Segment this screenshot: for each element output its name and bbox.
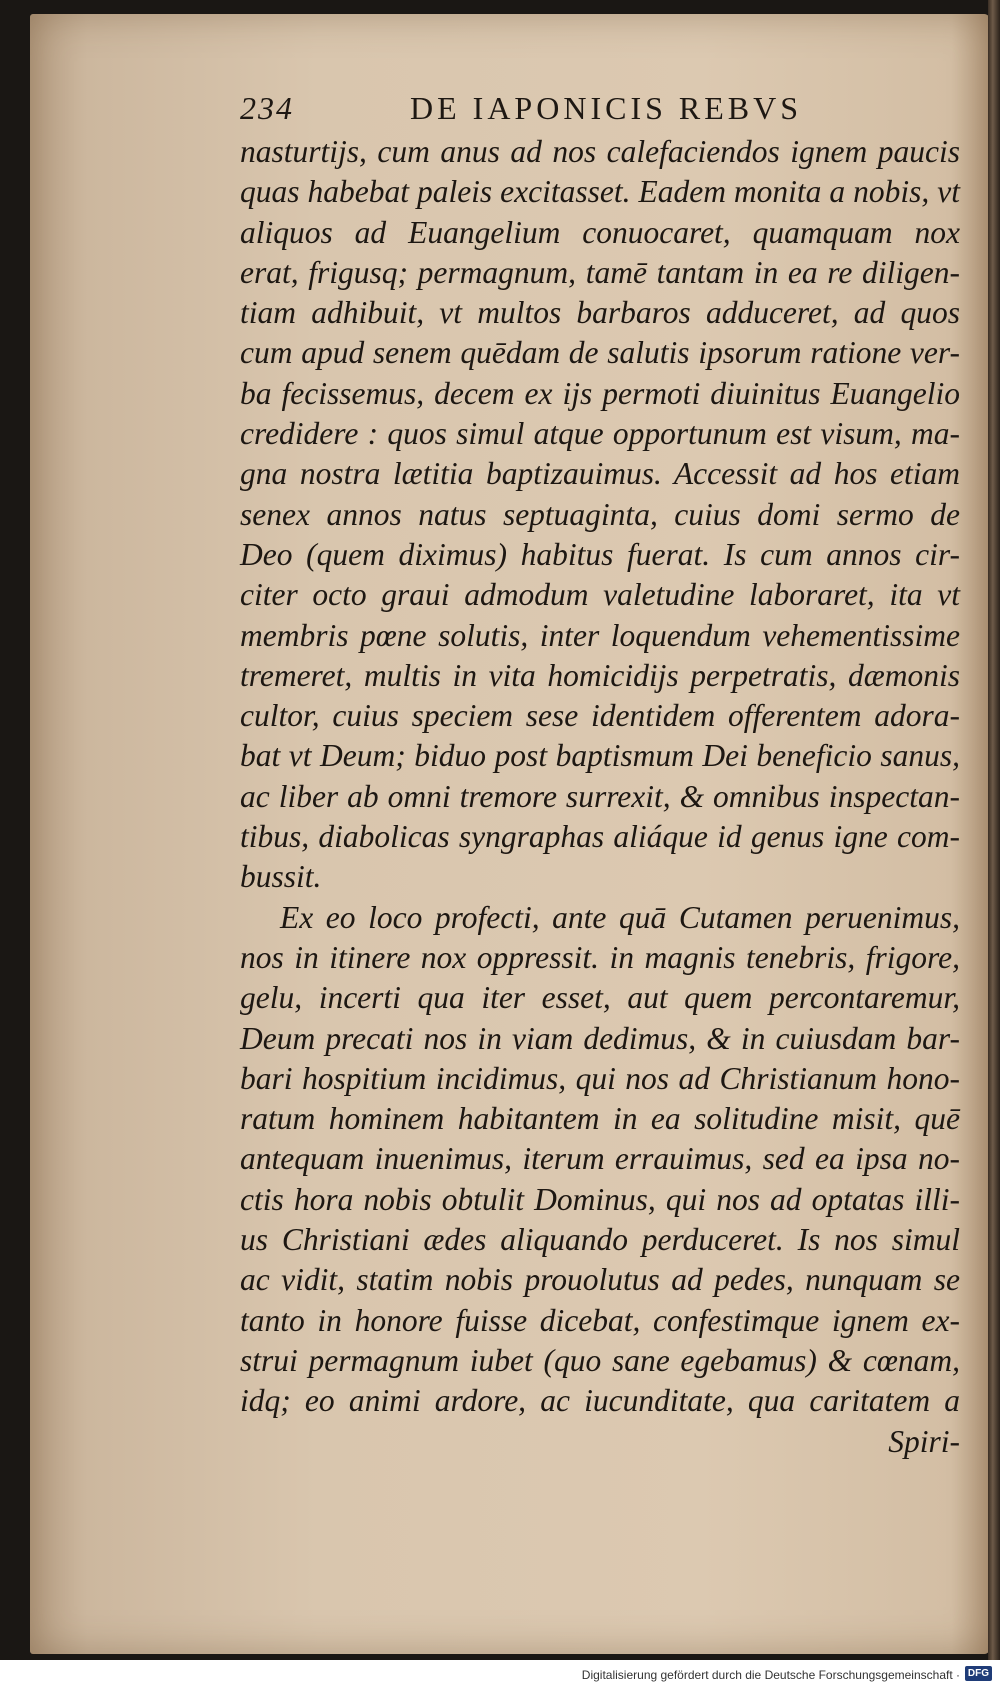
text-line: nasturtijs, cum anus ad nos calefaciendos ignem paucis [240,134,960,169]
text-line: ctis hora nobis obtulit Dominus, qui nos ad optatas illi- [240,1181,960,1217]
text-line: erat, frigusq; permagnum, tamē tantam in ea re diligen- [240,254,960,290]
text-line: idq; eo animi ardore, ac iucunditate, qua caritatem a [240,1383,960,1419]
text-line: credidere : quos simul atque opportunum est visum, ma- [240,416,960,452]
digitization-footer [0,1660,1000,1692]
text-line: bari hospitium incidimus, qui nos ad Christianum hono- [240,1060,960,1096]
text-line: citer octo graui admodum valetudine laboraret, ita vt [240,577,960,613]
dfg-logo: DFG [965,1666,992,1681]
text-line: ba fecissemus, decem ex ijs permoti diuinitus Euangelio [240,375,960,411]
text-line: ratum hominem habitantem in ea solitudine misit, quē [240,1101,960,1137]
text-line: ac vidit, statim nobis prouolutus ad pedes, nunquam se [240,1262,960,1298]
text-line: tanto in honore fuisse dicebat, confestimque ignem ex- [240,1302,960,1338]
text-line: tiam adhibuit, vt multos barbaros adduceret, ad quos [240,295,960,331]
paragraph-start-line: Ex eo loco profecti, ante quā Cutamen peruenimus, [280,899,960,935]
text-line: ac liber ab omni tremore surrexit, & omnibus inspectan- [240,778,960,814]
text-line: aliquos ad Euangelium conuocaret, quamquam nox [240,214,960,250]
text-line: tibus, diabolicas syngraphas aliáque id genus igne com- [240,819,960,855]
text-line: bat vt Deum; biduo post baptismum Dei beneficio sanus, [240,738,960,774]
page-edge [988,0,1000,1660]
catchword: Spiri- [888,1423,960,1459]
text-line: cum apud senem quēdam de salutis ipsorum ratione ver- [240,335,960,371]
text-line: Deo (quem diximus) habitus fuerat. Is cum annos cir- [240,536,960,572]
text-line: quas habebat paleis excitasset. Eadem monita a nobis, vt [240,174,960,210]
text-line: tremeret, multis in vita homicidijs perpetratis, dæmonis [240,657,960,693]
text-line: membris pœne solutis, inter loquendum vehementissime [240,617,960,653]
text-line: nos in itinere nox oppressit. in magnis tenebris, frigore, [240,939,960,975]
text-line: strui permagnum iubet (quo sane egebamus) & cœnam, [240,1342,960,1378]
text-line: senex annos natus septuaginta, cuius domi sermo de [240,496,960,532]
text-line: gna nostra lætitia baptizauimus. Accessit ad hos etiam [240,456,960,492]
text-line: Deum precati nos in viam dedimus, & in cuiusdam bar- [240,1020,960,1056]
text-line: us Christiani ædes aliquando perduceret. Is nos simul [240,1222,960,1258]
page-number: 234 [240,90,294,126]
text-line: antequam inuenimus, iterum errauimus, sed ea ipsa no- [240,1141,960,1177]
text-line: bussit. [240,859,322,895]
funding-credit: Digitalisierung gefördert durch die Deutsche Forschungsgemeinschaft · [581,1668,960,1682]
text-line: cultor, cuius speciem sese identidem offerentem adora- [240,698,960,734]
text-line: gelu, incerti qua iter esset, aut quem percontaremur, [240,980,960,1016]
running-title: DE IAPONICIS REBVS [410,90,803,126]
page-body [240,132,960,1462]
